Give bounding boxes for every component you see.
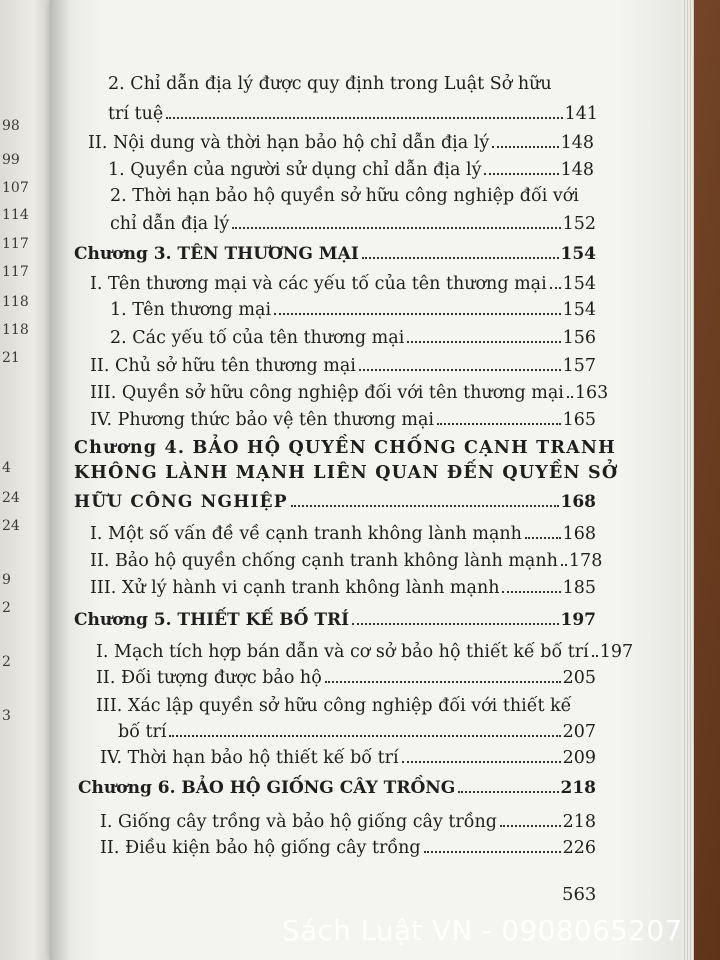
dot-leader <box>362 257 559 259</box>
toc-page-number: 152 <box>562 214 596 234</box>
dot-leader <box>352 623 558 625</box>
toc-entry-text: II. Đối tượng được bảo hộ <box>96 668 322 688</box>
left-page-number: 99 <box>2 152 20 168</box>
toc-page-number: 226 <box>562 838 596 858</box>
watermark-text: Sách Luật VN - 0908065207 <box>282 914 683 947</box>
toc-entry <box>90 272 596 296</box>
left-page-number: 118 <box>2 294 29 310</box>
toc-page-number: 207 <box>562 722 596 742</box>
toc-entry <box>110 212 596 236</box>
toc-page-number: 148 <box>560 160 594 180</box>
toc-entry <box>88 131 594 155</box>
toc-entry-text: II. Điều kiện bảo hộ giống cây trồng <box>100 838 421 858</box>
toc-entry <box>90 354 596 378</box>
page-number: 563 <box>562 884 597 905</box>
toc-entry-text: III. Xử lý hành vi cạnh tranh không lành mạnh <box>90 578 500 598</box>
toc-chapter-title: Chương 6. BẢO HỘ GIỐNG CÂY TRỒNG <box>78 778 456 798</box>
left-page-number: 117 <box>2 236 29 252</box>
toc-page-number: 165 <box>562 410 596 430</box>
dot-leader <box>166 117 562 119</box>
toc-entry <box>110 298 596 322</box>
toc-chapter-title: KHÔNG LÀNH MẠNH LIÊN QUAN ĐẾN QUYỀN SỞ <box>74 463 619 483</box>
toc-page-number: 154 <box>562 274 596 294</box>
toc-entry-text: II. Bảo hộ quyền chống cạnh tranh không lành mạnh <box>90 551 558 571</box>
left-page-number: 117 <box>2 264 29 280</box>
left-page-number: 4 <box>2 460 11 476</box>
left-page-number: 24 <box>2 490 20 506</box>
toc-page-number: 205 <box>562 668 596 688</box>
toc-entry <box>90 408 596 432</box>
page-stack-edge <box>682 0 694 960</box>
toc-page-number: 197 <box>560 610 596 630</box>
toc-entry-text: 1. Tên thương mại <box>110 300 272 320</box>
left-page-number: 24 <box>2 518 20 534</box>
toc-page-number: 197 <box>599 642 634 662</box>
left-page-number: 107 <box>2 180 29 196</box>
toc-chapter-title: Chương 5. THIẾT KẾ BỐ TRÍ <box>74 610 350 630</box>
toc-entry-text: IV. Thời hạn bảo hộ thiết kế bố trí <box>100 748 399 768</box>
toc-page-number: 218 <box>562 812 596 832</box>
left-page-number: 21 <box>2 350 20 366</box>
dot-leader <box>407 341 560 343</box>
toc-page-number: 168 <box>560 492 596 512</box>
toc-entry <box>96 640 634 664</box>
dot-leader <box>274 313 561 315</box>
toc-entry-text: I. Tên thương mại và các yếu tố của tên thương mại <box>90 274 547 294</box>
toc-entry-text: 1. Quyền của người sử dụng chỉ dẫn địa lý <box>108 160 482 180</box>
toc-page-number: 168 <box>562 524 596 544</box>
dot-leader <box>592 655 598 657</box>
left-page-number: 118 <box>2 322 29 338</box>
dot-leader <box>484 173 558 175</box>
toc-entry-text: 2. Chỉ dẫn địa lý được quy định trong Luật Sở hữu <box>108 74 552 94</box>
left-page-number: 114 <box>2 207 29 223</box>
dot-leader <box>525 537 561 539</box>
left-book-page <box>0 0 52 960</box>
toc-entry <box>100 836 596 860</box>
toc-page-number: 218 <box>560 778 596 798</box>
toc-page-number: 178 <box>568 551 603 571</box>
dot-leader <box>502 591 560 593</box>
toc-entry-text: I. Một số vấn đề về cạnh tranh không lành mạnh <box>90 524 522 544</box>
dot-leader <box>232 227 560 229</box>
left-page-number: 98 <box>2 118 20 134</box>
toc-page-number: 154 <box>560 244 596 264</box>
dot-leader <box>500 825 561 827</box>
dot-leader <box>325 681 561 683</box>
toc-entry <box>100 810 596 834</box>
toc-entry-text: II. Chủ sở hữu tên thương mại <box>90 356 356 376</box>
toc-entry <box>90 549 603 573</box>
left-page-number: 2 <box>2 654 11 670</box>
toc-entry-text: 2. Thời hạn bảo hộ quyền sở hữu công nghiệp đối với <box>110 186 579 206</box>
toc-chapter <box>74 242 596 266</box>
dot-leader <box>561 564 567 566</box>
toc-page-number: 154 <box>562 300 596 320</box>
toc-chapter <box>78 776 596 800</box>
toc-entry-text: III. Quyền sở hữu công nghiệp đối với tên thương mại <box>90 383 564 403</box>
toc-page-number: 209 <box>562 748 596 768</box>
toc-entry <box>96 666 596 690</box>
dot-leader <box>437 423 561 425</box>
toc-entry-text: II. Nội dung và thời hạn bảo hộ chỉ dẫn địa lý <box>88 133 490 153</box>
dot-leader <box>567 396 573 398</box>
toc-entry-text: III. Xác lập quyền sở hữu công nghiệp đối với thiết kế <box>96 696 572 716</box>
toc-entry-text: chỉ dẫn địa lý <box>110 214 230 234</box>
toc-chapter <box>74 608 596 632</box>
toc-chapter <box>74 490 596 514</box>
dot-leader <box>458 791 558 793</box>
toc-entry-text: IV. Phương thức bảo vệ tên thương mại <box>90 410 434 430</box>
toc-page-number: 141 <box>564 104 598 124</box>
dot-leader <box>492 146 558 148</box>
toc-entry <box>100 746 596 770</box>
dot-leader <box>424 851 561 853</box>
left-page-number: 2 <box>2 600 11 616</box>
dot-leader <box>402 761 561 763</box>
dot-leader <box>550 287 561 289</box>
left-page-number: 9 <box>2 572 11 588</box>
toc-entry <box>90 576 596 600</box>
toc-entry <box>108 102 598 126</box>
toc-chapter-title: Chương 4. BẢO HỘ QUYỀN CHỐNG CẠNH TRANH <box>74 438 616 458</box>
spine-shadow <box>50 0 70 960</box>
toc-entry <box>90 381 609 405</box>
toc-entry <box>90 522 596 546</box>
toc-entry <box>118 720 596 744</box>
toc-entry <box>108 158 594 182</box>
toc-entry <box>110 326 596 350</box>
toc-page-number: 185 <box>562 578 596 598</box>
dot-leader <box>169 735 560 737</box>
toc-page-number: 148 <box>560 133 594 153</box>
toc-page-number: 157 <box>562 356 596 376</box>
toc-chapter-title: Chương 3. TÊN THƯƠNG MẠI <box>74 244 359 264</box>
dot-leader <box>359 369 561 371</box>
toc-entry-text: I. Mạch tích hợp bán dẫn và cơ sở bảo hộ thiết kế bố trí <box>96 642 589 662</box>
toc-entry-text: bố trí <box>118 722 167 742</box>
toc-chapter-title: HỮU CÔNG NGHIỆP <box>74 492 288 512</box>
toc-page-number: 156 <box>562 328 596 348</box>
toc-entry-text: trí tuệ <box>108 104 164 124</box>
toc-entry-text: 2. Các yếu tố của tên thương mại <box>110 328 405 348</box>
toc-page-number: 163 <box>574 383 609 403</box>
left-page-number: 3 <box>2 708 11 724</box>
toc-entry-text: I. Giống cây trồng và bảo hộ giống cây trồng <box>100 812 497 832</box>
dot-leader <box>291 505 559 507</box>
